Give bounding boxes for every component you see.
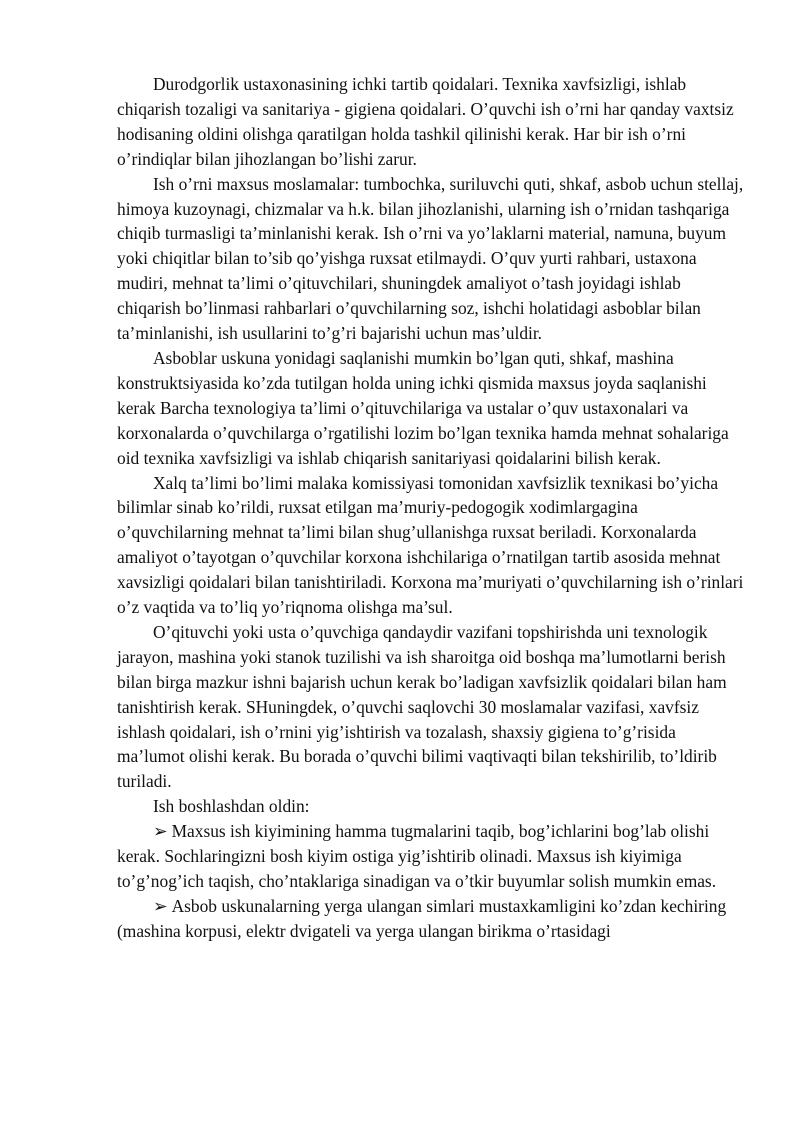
- list-item-text: Maxsus ish kiyimining hamma tugmalarini taqib, bog’ichlarini bog’lab olishi kerak. Sochlaringizni bosh kiyim ostiga yig’ishtirib olinadi. Maxsus ish kiyimiga to’g’nog’ich taqish, cho’ntaklariga sinadigan va o’tkir buyumlar solish mumkin emas.: [117, 821, 717, 891]
- document-body: [117, 72, 745, 944]
- list-item-text: Asbob uskunalarning yerga ulangan simlari mustaxkamligini ko’zdan kechiring (mashina korpusi, elektr dvigateli va yerga ulangan birikma o’rtasidagi: [117, 895, 727, 941]
- paragraph-workplace-equipment: Ish o’rni maxsus moslamalar: tumbochka, suriluvchi quti, shkaf, asbob uchun stellaj, himoya kuzoynagi, chizmalar va h.k. bilan jihozlanishi, ularning ish o’rnidan tashqariga chiqib turmasligi ta’minlanishi kerak. Ish o’rni va yo’laklarni material, namuna, buyum yoki chiqitlar bilan to’sib qo’yishga ruxsat etilmaydi. O’quv yurti rahbari, ustaxona mudiri, mehnat ta’limi o’qituvchilari, shuningdek amaliyot o’tash joyidagi ishlab chiqarish bo’linmasi rahbarlari o’quvchilarning soz, ishchi holatidagi asboblar bilan ta’minlanishi, ish usullarini to’g’ri bajarishi uchun mas’uldir.: [117, 173, 744, 344]
- paragraph-tool-storage: Asboblar uskuna yonidagi saqlanishi mumkin bo’lgan quti, shkaf, mashina konstruktsiyasida ko’zda tutilgan holda uning ichki qismida maxsus joyda saqlanishi kerak Barcha texnologiya ta’limi o’qituvchilariga va ustalar o’quv ustaxonalari va korxonalarda o’quvchilarga o’rgatilishi lozim bo’lgan texnika hamda mehnat sohalariga oid texnika xavfsizligi va ishlab chiqarish sanitariyasi qoidalarini bilish kerak.: [117, 347, 729, 468]
- paragraph-before-work-heading: Ish boshlashdan oldin:: [153, 796, 310, 817]
- paragraph-workshop-rules: Durodgorlik ustaxonasining ichki tartib qoidalari. Texnika xavfsizligi, ishlab chiqarish tozaligi va sanitariya - gigiena qoidalari. O’quvchi ish o’rni har qanday vaxtsiz hodisaning oldini olishga qaratilgan holda tashkil qilinishi kerak. Har bir ish o’rni o’rindiqlar bilan jihozlangan bo’lishi zarur.: [117, 74, 734, 169]
- list-item: [117, 894, 745, 944]
- paragraph-teacher-instruction: O’qituvchi yoki usta o’quvchiga qandaydir vazifani topshirishda uni texnologik jarayon, mashina yoki stanok tuzilishi va ish sharoitga oid boshqa ma’lumotlarni berish bilan birga mazkur ishni bajarish uchun kerak bo’ladigan xavfsizlik qoidalari bilan ham tanishtirish kerak. SHuningdek, o’quvchi saqlovchi 30 moslamalar vazifasi, xavfsiz ishlash qoidalari, ish o’rnini yig’ishtirish va tozalash, shaxsiy gigiena to’g’risida ma’lumot olishi kerak. Bu borada o’quvchi bilimi vaqtivaqti bilan tekshirilib, to’ldirib turiladi.: [117, 621, 727, 792]
- arrow-bullet-icon: ➢: [153, 895, 168, 916]
- list-item: [117, 819, 745, 894]
- arrow-bullet-icon: ➢: [153, 821, 168, 842]
- paragraph-safety-commission: Xalq ta’limi bo’limi malaka komissiyasi tomonidan xavfsizlik texnikasi bo’yicha bilimlar sinab ko’rildi, ruxsat etilgan ma’muriy-pedogogik xodimlargagina o’quvchilarning mehnat ta’limi bilan shug’ullanishga ruxsat beriladi. Korxonalarda amaliyot o’tayotgan o’quvchilar korxona ishchilariga o’rnatilgan tartib asosida mehnat xavsizligi qoidalari bilan tanishtiriladi. Korxona ma’muriyati o’quvchilarning ish o’rinlari o’z vaqtida va to’liq yo’riqnoma olishga ma’sul.: [117, 472, 744, 618]
